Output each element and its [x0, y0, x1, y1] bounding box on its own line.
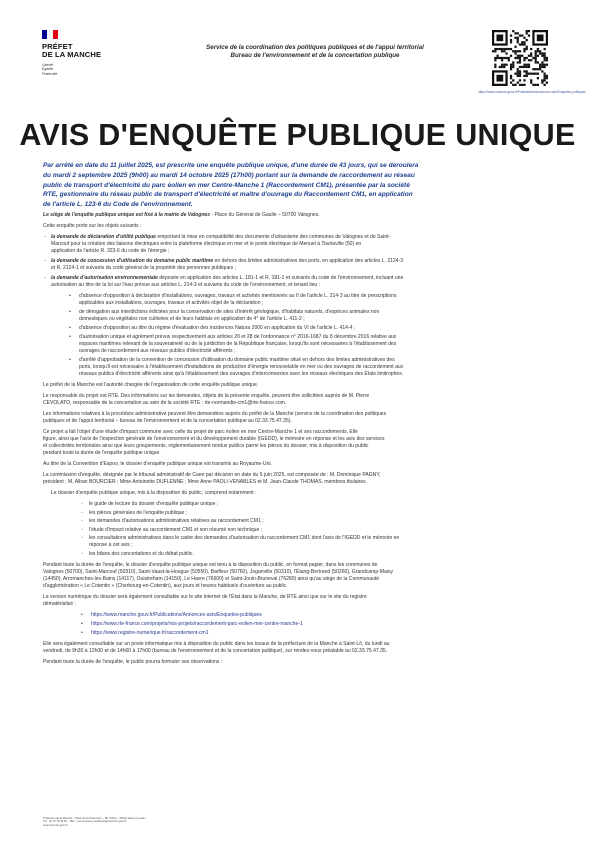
authorization-line: ports, lorsqu'il est nécessaire à l'établissement d'installations de production d'énergie renouvelable en mer ou des ouvrages de raccordement aux [79, 364, 404, 370]
object-text: déposée en application des articles L. 181-1 et R. 181-1 et suivants du code de l'environnement, incluant une [157, 275, 404, 281]
paragraph-line: (14450), Arromanches-les-Bains (14117), Ouistreham (14150), Le Havre (76600) et Saint-Jouin-Bruneval (76280) ainsi qu'au siège de la Communauté [43, 575, 380, 582]
intro-line: de l'article L. 123-6 du Code de l'environnement. [43, 201, 193, 209]
dossier-item: ◦ les pièces générales de l'enquête publique ; [81, 510, 553, 517]
dossier-item: ◦ le guide de lecture du dossier d'enquête publique unique ; [81, 501, 553, 508]
authorization-line: • de dérogation aux interdictions édictées pour la conservation de sites d'intérêt géologique, d'habitats naturels, d'espèces animales non [79, 309, 380, 315]
digital-access-paragraph [43, 594, 553, 608]
intro-paragraph [43, 161, 553, 210]
logo-line-2: DE LA MANCHE [42, 50, 102, 60]
paragraph-line: CEVOLATO, responsable de la concertation au sein de la société RTE : rte-normandie-cm1@rte-france.com. [43, 400, 287, 406]
dossier-item: ◦ les bilans des concertations et du débat public. [81, 551, 553, 558]
qr-code-icon[interactable] [492, 30, 548, 86]
object-text: et R. 2124-1 et suivants du code général de la propriété des personnes publiques ; [51, 265, 236, 271]
impact-study-paragraph [43, 429, 553, 457]
object-text: en dehors des limites administratives des ports, en application des articles L. 2124-3 [213, 258, 404, 264]
object-item [43, 234, 553, 255]
object-text: autorisation au titre de la loi sur l'eau prévue aux articles L. 214-3 et suivants du code de l'environnement, et tenant lieu : [51, 282, 321, 288]
paragraph-line: président ; M. Alban BOURCIER ; Mme Antoinette DUFLENNE ; Mme Anne PAOLI-VENABLES et M. Jean-Claude THOMAS, membres titulaires. [43, 479, 368, 485]
authorization-line: • d'absence d'opposition au titre du régime d'évaluation des incidences Natura 2000 en application du VI de l'article L. 414-4 ; [79, 325, 356, 331]
service-header [170, 44, 460, 60]
authorization-item [69, 293, 553, 307]
paragraph-line: La commission d'enquête, désignée par le tribunal administratif de Caen par décision en date du 5 juin 2025, est composée de : M. Dominique PAGNY, [43, 472, 381, 478]
observations-paragraph: Pendant toute la durée de l'enquête, le public pourra formuler ses observations : [43, 658, 223, 665]
motto [42, 63, 102, 77]
paragraph-line: Pendant toute la durée de l'enquête, le dossier d'enquête publique unique est tenu à la disposition du public, en format papier, dans les communes de [43, 561, 378, 568]
dossier-item: ◦ les demandes d'autorisations administratives relatives au raccordement CM1 ; [81, 518, 553, 525]
espoo-paragraph [43, 461, 553, 468]
motto-line: Liberté [42, 62, 53, 67]
paragraph-line: Elle sera également consultable sur un poste informatique mis à disposition du public dans les locaux de la préfecture de la Manche à Saint-Lô, du lundi au [43, 640, 390, 647]
paragraph-line: dématérialisé : [43, 600, 76, 607]
enquiry-seat [43, 212, 553, 219]
seat-address: - Place du Général de Gaulle – 50700 Valognes. [210, 212, 320, 218]
authorization-line: • d'arrêté d'approbation de la convention de concession d'utilisation du domaine public maritime situé en dehors des limites administratives des [79, 357, 395, 363]
authorization-item [69, 334, 553, 355]
dossier-item [81, 535, 553, 549]
bureau-name: Bureau de l'environnement et de la concertation publique [230, 52, 400, 59]
authority-paragraph [43, 382, 553, 389]
authorization-line: • d'autorisation unique et agrément prévus respectivement aux articles 20 et 28 de l'ordonnance n° 2016-1687 du 8 décembre 2016 relative aux [79, 334, 397, 340]
object-title: la demande de déclaration d'utilité publique [51, 234, 156, 240]
qr-caption[interactable]: https://www.manche.gouv.fr/Publications/Annonces-avis/Enquetes-publiques [478, 90, 586, 94]
intro-line: RTE, gestionnaire du réseau public de transport d'électricité et maître d'ouvrage du Raccordement CM1, en application [43, 191, 413, 199]
paragraph-line: publiques et de l'appui territorial – bureau de l'environnement et de la concertation publique au 02.33.75.47.35). [43, 418, 292, 424]
intro-line: public de transport d'électricité du parc éolien en mer Centre-Manche 1 (Raccordement CM1), présentée par la société [43, 181, 410, 189]
dossier-intro: Le dossier d'enquête publique unique, mis à la disposition du public, comprend notamment : [51, 490, 257, 496]
authorization-line: ouvrages de raccordement aux réseaux publics d'électricité afférents ; [79, 348, 236, 354]
object-item [43, 275, 553, 289]
paragraph-line: vendredi, de 9h30 à 12h00 et de 14h00 à 17h00 (bureau de l'environnement et de la concertation publique), sur rendez-vous préalable au 02.33.75.47.35. [43, 647, 388, 654]
paragraph-line: Le préfet de la Manche est l'autorité chargée de l'organisation de cette enquête publique unique. [43, 382, 259, 388]
authorization-item [69, 357, 553, 378]
notice-body [43, 212, 553, 670]
authorization-line: domestiques ou végétales non cultivées et de leurs habitats en application de 4° de l'article L. 411-2 ; [79, 316, 305, 322]
object-title: la demande d'autorisation environnementale [51, 275, 158, 281]
project-owner-paragraph [43, 393, 553, 407]
authorization-line: • d'absence d'opposition à déclaration d'installations, ouvrages, travaux et activités mentionnés au II de l'article L. 214-3 au titre de prescriptions [79, 293, 397, 299]
authorization-line: réseaux publics d'électricité afférents ainsi qu'à l'établissement des ouvrages d'interconnexion avec les réseaux électriques des États limitrophes. [79, 371, 404, 377]
objects-intro: Cette enquête porte sur les objets suivants : [43, 223, 142, 229]
motto-line: Égalité [42, 67, 53, 72]
paragraph-line: Valognes (50700), Saint-Marcouf (50310), Saint-Vaast-la-Hougue (50550), Barfleur (50760), Joganville (50310), l'Étang-Bertrand (50260), Grandcamp-Maisy [43, 568, 394, 575]
prefecture-link[interactable]: • https://www.manche.gouv.fr/Publications/Annonces-avis/Enquetes-publiques [81, 612, 553, 619]
dossier-list [43, 501, 553, 558]
computer-access-paragraph [43, 641, 553, 655]
authorization-line: espaces maritimes relevant de la souveraineté ou de la juridiction de la République française, lorsqu'ils sont nécessaires à l'établissement des [79, 341, 397, 347]
url-list [43, 612, 553, 637]
authorization-item [69, 325, 553, 332]
page-title: AVIS D'ENQUÊTE PUBLIQUE UNIQUE [19, 118, 576, 152]
object-text: application de l'article R. 323-6 du code de l'énergie ; [51, 248, 170, 254]
prefecture-logo [42, 30, 102, 77]
paragraph-line: d'agglomération « Le Cotentin » (Cherbourg-en-Cotentin), aux jours et heures habituels d'ouverture au public. [43, 582, 288, 589]
logo-line-1: PRÉFET [42, 42, 73, 51]
paper-access-paragraph [43, 562, 553, 590]
paragraph-line: Les informations relatives à la procédure administrative peuvent être demandées auprès du préfet de la Manche (service de la coordination des politiques [43, 411, 387, 417]
marianne-flag-icon [42, 30, 58, 39]
footer-line: Tél : 02.33.75.49.50 – Mél : pref-enquetes-publiques@manche.gouv.fr [43, 820, 127, 824]
dossier-line: ◦ les consultations administratives dans le cadre des demandes d'autorisation du raccordement CM1 dont l'avis de l'IGEDD et le mémoire en [89, 535, 400, 541]
intro-line: du mardi 2 septembre 2025 (9h00) au mardi 14 octobre 2025 (17h00) portant sur la demande de raccordement au réseau [43, 171, 415, 179]
authorization-item [69, 309, 553, 323]
footer-line: www.manche.gouv.fr [43, 823, 68, 827]
service-name: Service de la coordination des politiques publiques et de l'appui territorial [206, 44, 424, 51]
paragraph-line: La version numérique du dossier sera également consultable sur le site internet de l'État dans la Manche, de RTE ainsi que sur le site du registre [43, 593, 367, 600]
commission-paragraph [43, 472, 553, 486]
object-title: la demande de concession d'utilisation du domaine public maritime [51, 258, 214, 264]
object-text: emportant la mise en compatibilité des documents d'urbanisme des communes de Valognes et de Saint- [155, 234, 391, 240]
paragraph-line: Le responsable du projet est RTE. Des informations sur les demandes, objets de la présente enquête, peuvent être sollicitées auprès de M. Pierre [43, 393, 370, 399]
footer-line: Préfecture de la Manche – Place de la Préfecture – BP 70522 – 50002 Saint-Lô cedex [43, 817, 146, 820]
paragraph-line: pendant toute la durée de l'enquête publique unique. [43, 450, 161, 456]
paragraph-line: figure, ainsi que l'avis de l'inspection générale de l'environnement et du développement durable (IGEDD), le mémoire en réponse et les avis des services [43, 436, 385, 442]
objects-list [43, 234, 553, 289]
seat-label: Le siège de l'enquête publique unique est fixé à la mairie de Valognes [43, 212, 211, 218]
object-item [43, 258, 553, 272]
procedure-info-paragraph [43, 411, 553, 425]
object-text: Marcouf pour la création des liaisons électriques entre la plateforme électrique en mer et le poste électrique de Menuel à Tourlaville (50) en [51, 241, 362, 247]
authorization-line: applicables aux installations, ouvrages, travaux et activités objet de la déclaration ; [79, 300, 264, 306]
intro-line: Par arrêté en date du 11 juillet 2025, est prescrite une enquête publique unique, d'une durée de 43 jours, qui se déroulera [43, 162, 419, 169]
paragraph-line: Au titre de la Convention d'Espoo, le dossier d'enquête publique unique est transmis au Royaume-Uni. [43, 461, 272, 467]
dossier-item: ◦ l'étude d'impact relative au raccordement CM1 et son résumé non technique ; [81, 527, 553, 534]
registry-link[interactable]: • https://www.registre-numerique.fr/raccordement-cm1 [81, 630, 553, 637]
authorization-list [43, 293, 553, 378]
paragraph-line: et collectivités territoriales ainsi que leurs groupements, réglementairement rendus publics parmi les pièces du dossier, mis à disposition du public [43, 443, 369, 449]
paragraph-line: Ce projet a fait l'objet d'une étude d'impact commune avec celle du projet de parc éolien en mer Centre-Manche 1 et ses raccordements. Elle [43, 429, 358, 435]
dossier-line: réponse à cet avis ; [89, 542, 133, 548]
rte-link[interactable]: • https://www.rte-france.com/projets/nos-projets/raccordement-parc-eolien-mer-centre-manche-1 [81, 621, 553, 628]
motto-line: Fraternité [42, 72, 58, 76]
page-footer [43, 817, 146, 827]
